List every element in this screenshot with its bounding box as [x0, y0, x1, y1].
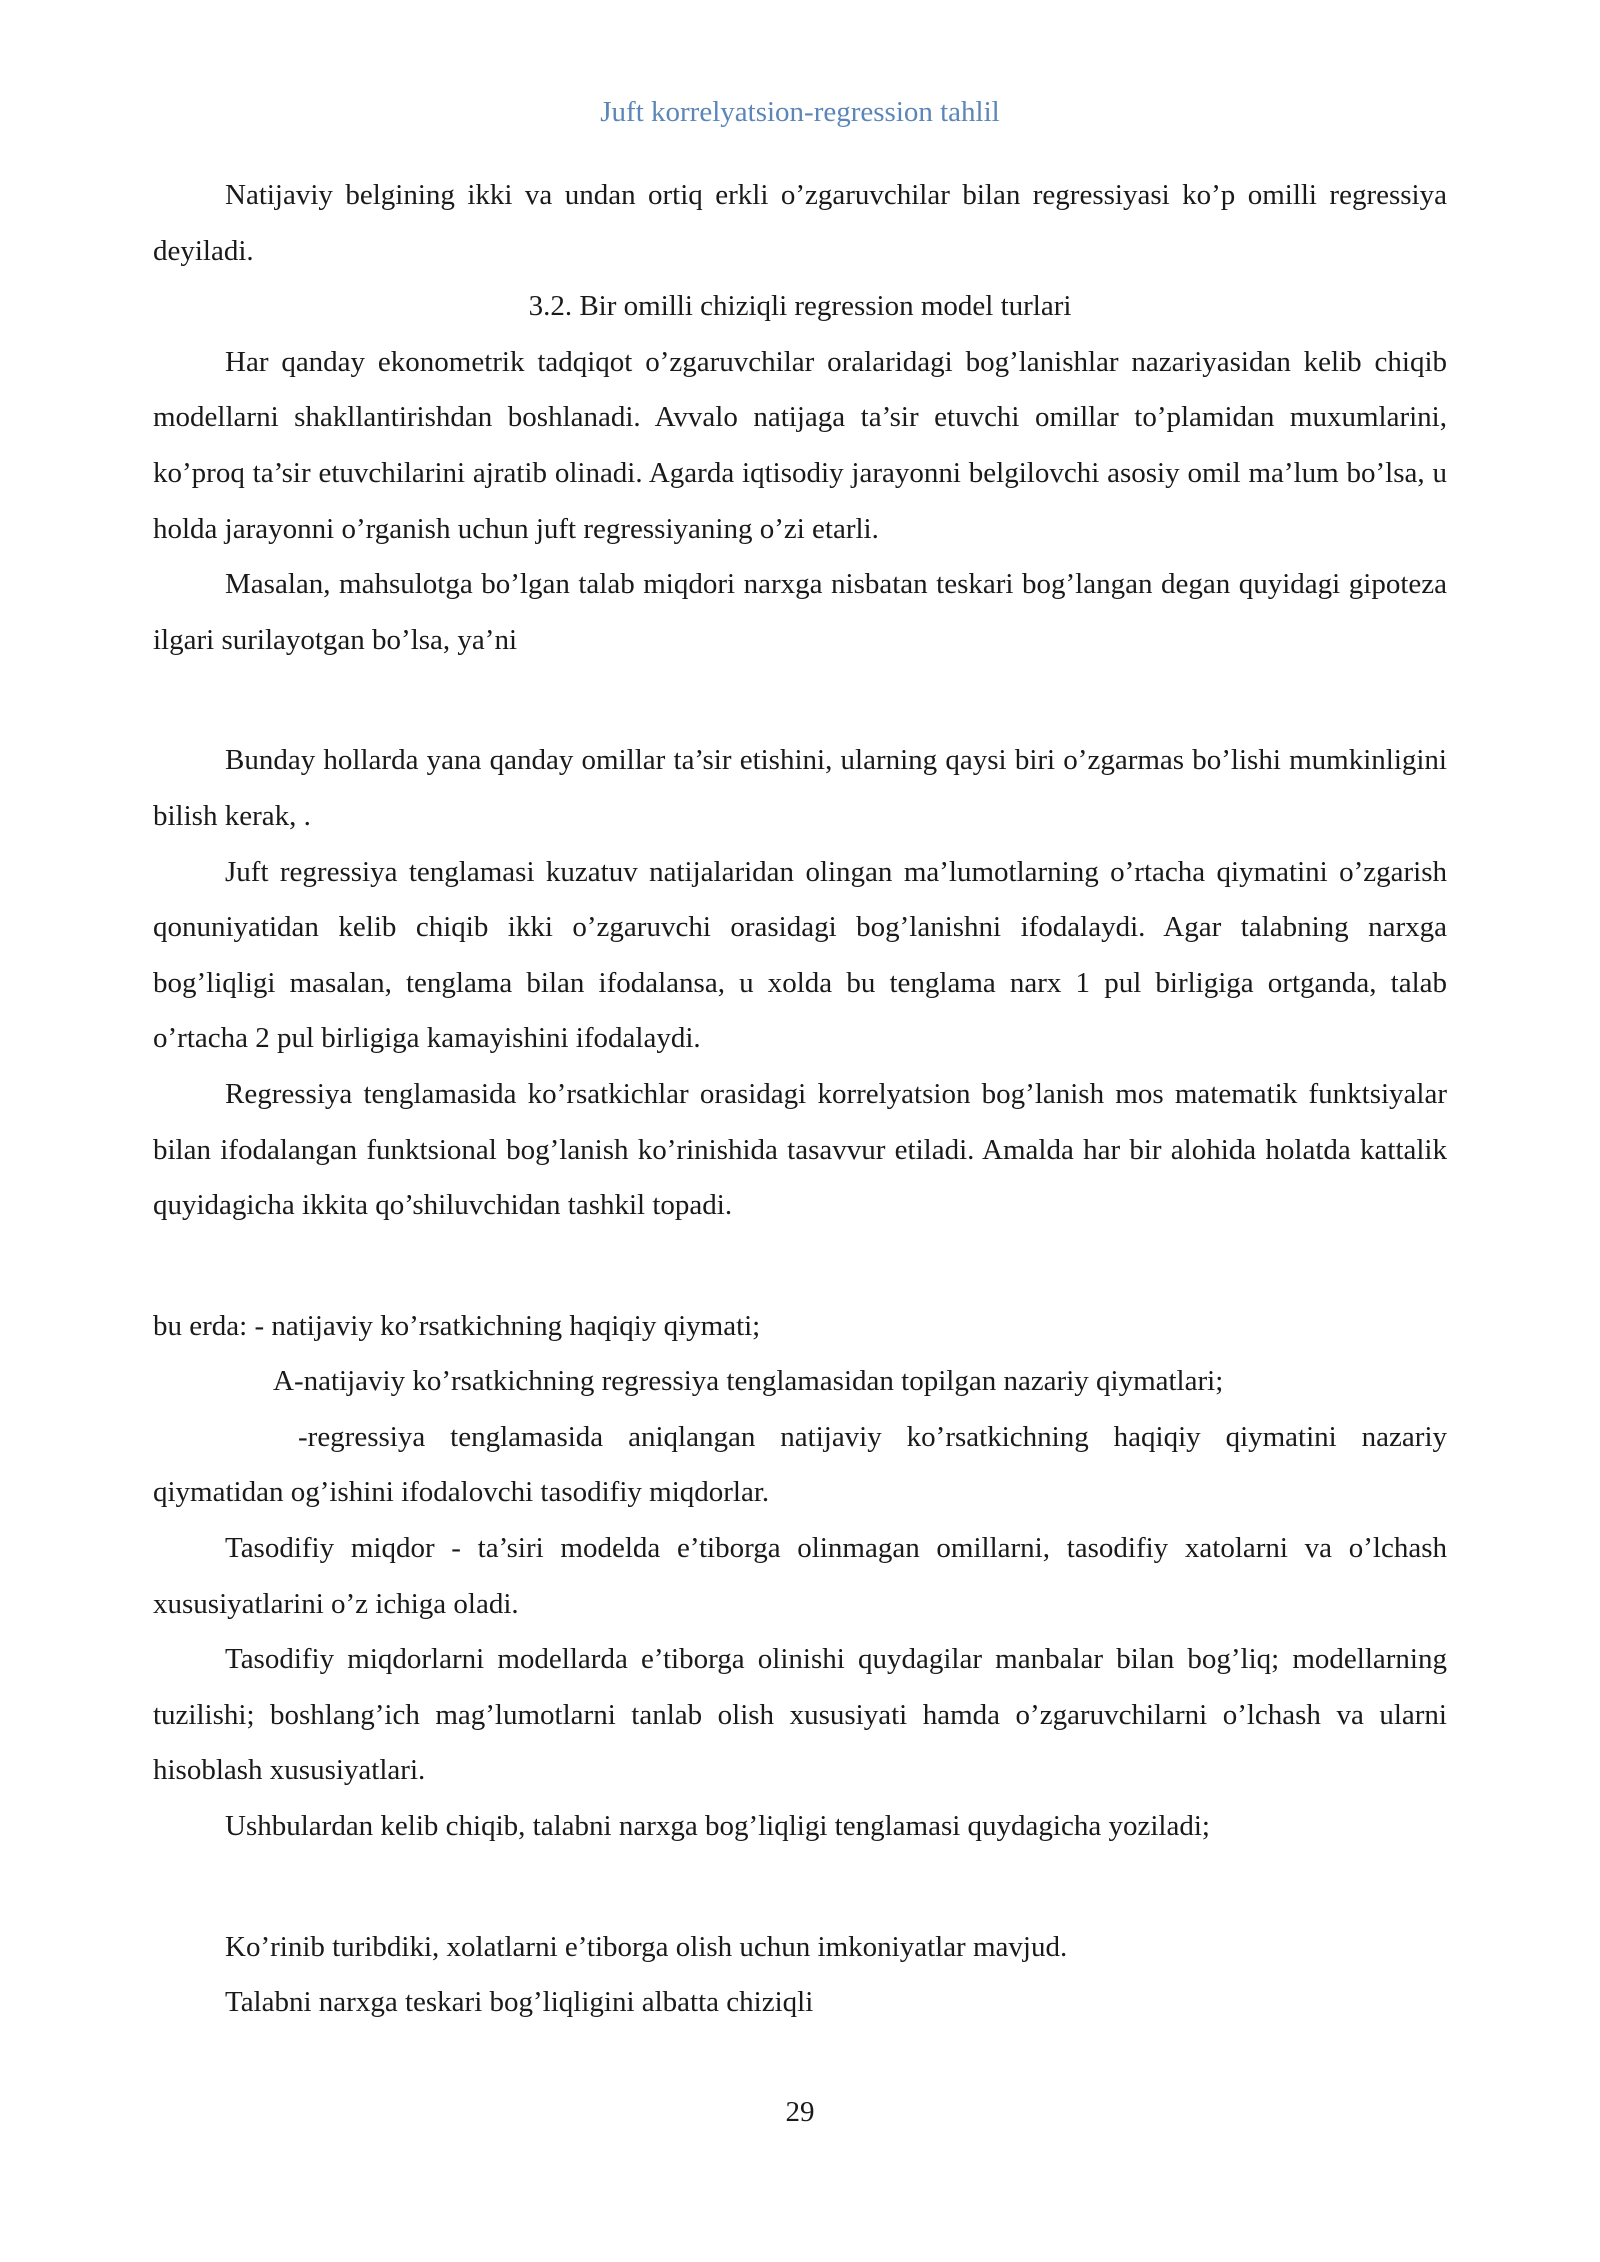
paragraph-inverse-linear: Talabni narxga teskari bog’liqligini albatta chiziqli: [225, 1986, 814, 2019]
paragraph-random-sources: Tasodifiy miqdorlarni modellarda e’tiborga olinishi quydagilar manbalar bilan bog’liq; modellarning tuzilishi; boshlang’ich mag’lumotlarni tanlab olish xususiyati hamda o’zgaruvchilarni o’lchash va ularni hisoblash xususiyatlari.: [153, 1643, 1447, 1787]
running-header: Juft korrelyatsion-regression tahlil: [600, 96, 1000, 128]
formula-gap: [153, 1855, 1447, 1920]
body-text: [153, 168, 1447, 2031]
paragraph-pair-regression: Juft regressiya tenglamasi kuzatuv natijalaridan olingan ma’lumotlarning o’rtacha qiymatini o’zgarish qonuniyatidan kelib chiqib ikki o’zgaruvchi orasidagi bog’lanishni ifodalaydi. Agar talabning narxga bog’liqligi masalan, tenglama bilan ifodalansa, u xolda bu tenglama narx 1 pul birligiga ortganda, talab o’rtacha 2 pul birligiga kamayishini ifodalaydi.: [153, 855, 1447, 1055]
paragraph-theoretical-values: A-natijaviy ko’rsatkichning regressiya tenglamasidan topilgan nazariy qiymatlari;: [273, 1365, 1224, 1398]
paragraph-regression-equation: Regressiya tenglamasida ko’rsatkichlar orasidagi korrelyatsion bog’lanish mos matematik funktsiyalar bilan ifodalangan funktsional bog’lanish ko’rinishida tasavvur etiladi. Amalda har bir alohida holatda kattalik quyidagicha ikkita qo’shiluvchidan tashkil topadi.: [153, 1077, 1447, 1222]
formula-gap: [153, 1234, 1447, 1299]
formula-gap: [153, 668, 1447, 733]
paragraph-econometric-research: Har qanday ekonometrik tadqiqot o’zgaruvchilar oralaridagi bog’lanishlar nazariyasidan kelib chiqib modellarni shakllantirishdan boshlanadi. Avvalo natijaga ta’sir etuvchi omillar to’plamidan muxumlarini, ko’proq ta’sir etuvchilarini ajratib olinadi. Agarda iqtisodiy jarayonni belgilovchi asosiy omil ma’lum bo’lsa, u holda jarayonni o’rganish uchun juft regressiyaning o’zi etarli.: [153, 345, 1447, 545]
section-heading: 3.2. Bir omilli chiziqli regression model turlari: [528, 290, 1072, 323]
paragraph-demand-equation: Ushbulardan kelib chiqib, talabni narxga bog’liqligi tenglamasi quydagicha yoziladi;: [225, 1810, 1210, 1843]
paragraph-multifactor-definition: Natijaviy belgining ikki va undan ortiq erkli o’zgaruvchilar bilan regressiyasi ko’p omilli regressiya deyiladi.: [153, 179, 1447, 267]
paragraph-random-quantity: Tasodifiy miqdor - ta’siri modelda e’tiborga olinmagan omillarni, tasodifiy xatolarni va o’lchash xususiyatlarini o’z ichiga oladi.: [153, 1532, 1447, 1620]
paragraph-where-actual-value: bu erda: - natijaviy ko’rsatkichning haqiqiy qiymati;: [153, 1309, 761, 1342]
paragraph-other-factors: Bunday hollarda yana qanday omillar ta’sir etishini, ularning qaysi biri o’zgarmas bo’lishi mumkinligini bilish kerak, .: [153, 744, 1447, 832]
paragraph-demand-hypothesis: Masalan, mahsulotga bo’lgan talab miqdori narxga nisbatan teskari bog’langan degan quyidagi gipoteza ilgari surilayotgan bo’lsa, ya’ni: [153, 568, 1447, 656]
page-number: 29: [785, 2096, 815, 2128]
paragraph-random-deviation: -regressiya tenglamasida aniqlangan natijaviy ko’rsatkichning haqiqiy qiymatini nazariy qiymatidan og’ishini ifodalovchi tasodifiy miqdorlar.: [153, 1420, 1447, 1509]
paragraph-possibilities: Ko’rinib turibdiki, xolatlarni e’tiborga olish uchun imkoniyatlar mavjud.: [225, 1930, 1068, 1963]
